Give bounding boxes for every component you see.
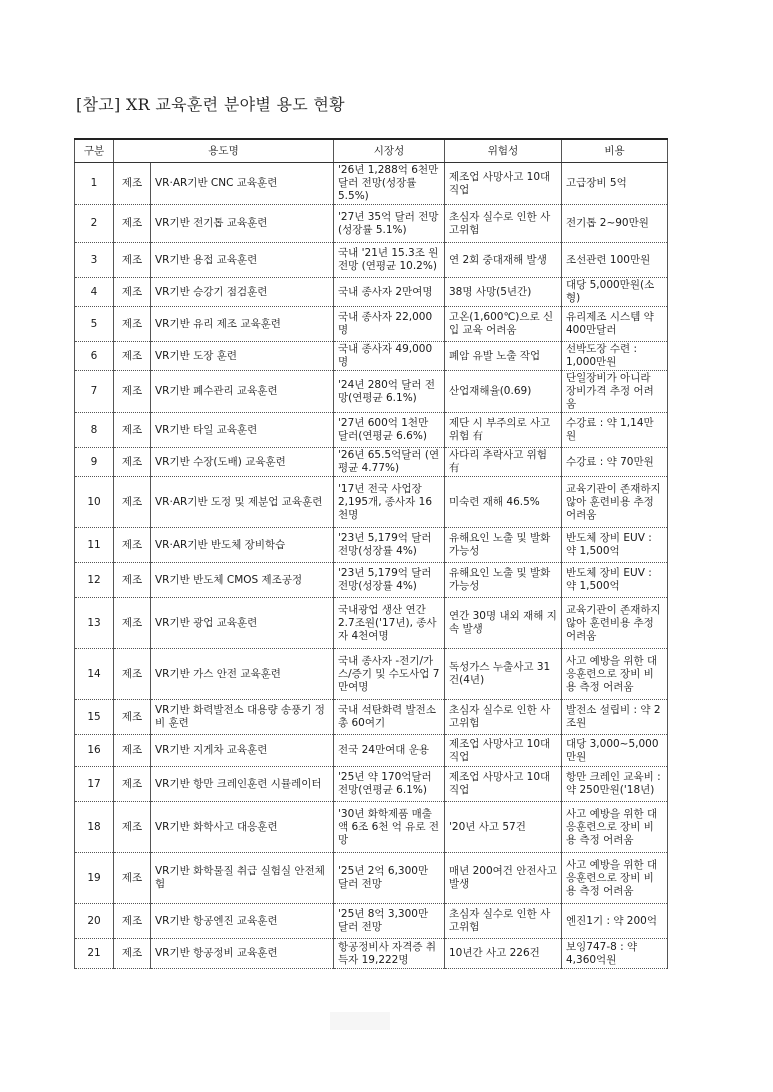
header-row <box>75 139 668 163</box>
row-market: '17년 전국 사업장 2,195개, 종사자 16천명 <box>334 477 445 528</box>
table-row <box>75 853 668 904</box>
row-usage-name: VR·AR기반 도정 및 제분업 교육훈련 <box>151 477 334 528</box>
row-market: '25년 약 170억달러 전망(연평균 6.1%) <box>334 767 445 802</box>
table-row <box>75 342 668 371</box>
row-number: 8 <box>75 413 114 448</box>
row-field: 제조 <box>114 598 151 649</box>
row-cost: 교육기관이 존재하지 않아 훈련비용 추정 어려움 <box>562 598 668 649</box>
row-cost: 발전소 설립비 : 약 2조원 <box>562 700 668 735</box>
row-market: '25년 8억 3,300만 달러 전망 <box>334 904 445 939</box>
table-row <box>75 904 668 939</box>
row-field: 제조 <box>114 477 151 528</box>
row-market: '27년 600억 1천만 달러(연평균 6.6%) <box>334 413 445 448</box>
row-cost: 수강료 : 약 70만원 <box>562 448 668 477</box>
row-field: 제조 <box>114 649 151 700</box>
row-risk: 초심자 실수로 인한 사고위험 <box>445 205 562 243</box>
row-market: 국내 '21년 15.3조 원 전망 (연평균 10.2%) <box>334 243 445 278</box>
row-risk: 독성가스 누출사고 31건(4년) <box>445 649 562 700</box>
row-cost: 교육기관이 존재하지 않아 훈련비용 추정 어려움 <box>562 477 668 528</box>
row-usage-name: VR기반 화학물질 취급 실험실 안전체험 <box>151 853 334 904</box>
row-field: 제조 <box>114 904 151 939</box>
row-number: 1 <box>75 163 114 205</box>
row-risk: 제단 시 부주의로 사고위험 有 <box>445 413 562 448</box>
row-number: 13 <box>75 598 114 649</box>
row-risk: 제조업 사망사고 10대 직업 <box>445 767 562 802</box>
row-usage-name: VR기반 반도체 CMOS 제조공정 <box>151 563 334 598</box>
row-number: 5 <box>75 307 114 342</box>
row-market: 국내광업 생산 연간 2.7조원('17년), 종사자 4천여명 <box>334 598 445 649</box>
row-market: '24년 280억 달러 전망(연평균 6.1%) <box>334 371 445 413</box>
row-number: 3 <box>75 243 114 278</box>
row-cost: 수강료 : 약 1,14만원 <box>562 413 668 448</box>
row-risk: 산업재해율(0.69) <box>445 371 562 413</box>
row-number: 2 <box>75 205 114 243</box>
header-gubun: 구분 <box>75 139 114 163</box>
row-market: '26년 65.5억달러 (연평균 4.77%) <box>334 448 445 477</box>
row-market: 국내 석탄화력 발전소 총 60여기 <box>334 700 445 735</box>
usage-table <box>74 138 668 969</box>
row-cost: 사고 예방을 위한 대응훈련으로 장비 비용 측정 어려움 <box>562 649 668 700</box>
row-cost: 대당 5,000만원(소형) <box>562 278 668 307</box>
table-row <box>75 448 668 477</box>
row-cost: 반도체 장비 EUV : 약 1,500억 <box>562 563 668 598</box>
row-risk: 연 2회 중대재해 발생 <box>445 243 562 278</box>
row-number: 20 <box>75 904 114 939</box>
row-cost: 선박도장 수련 : 1,000만원 <box>562 342 668 371</box>
row-cost: 사고 예방을 위한 대응훈련으로 장비 비용 측정 어려움 <box>562 802 668 853</box>
row-number: 12 <box>75 563 114 598</box>
row-usage-name: VR기반 전기톱 교육훈련 <box>151 205 334 243</box>
header-cost: 비용 <box>562 139 668 163</box>
row-risk: 제조업 사망사고 10대 직업 <box>445 735 562 767</box>
row-risk: 미숙련 재해 46.5% <box>445 477 562 528</box>
row-number: 11 <box>75 528 114 563</box>
row-number: 17 <box>75 767 114 802</box>
row-usage-name: VR기반 광업 교육훈련 <box>151 598 334 649</box>
row-cost: 유리제조 시스템 약 400만달러 <box>562 307 668 342</box>
table-row <box>75 205 668 243</box>
row-field: 제조 <box>114 342 151 371</box>
header-risk: 위험성 <box>445 139 562 163</box>
row-number: 18 <box>75 802 114 853</box>
row-risk: 매년 200여건 안전사고 발생 <box>445 853 562 904</box>
table-row <box>75 939 668 969</box>
row-cost: 전기톱 2~90만원 <box>562 205 668 243</box>
row-field: 제조 <box>114 735 151 767</box>
table-row <box>75 700 668 735</box>
row-usage-name: VR기반 가스 안전 교육훈련 <box>151 649 334 700</box>
page-title: [참고] XR 교육훈련 분야별 용도 현황 <box>76 95 345 114</box>
row-number: 15 <box>75 700 114 735</box>
row-market: 전국 24만여대 운용 <box>334 735 445 767</box>
row-field: 제조 <box>114 243 151 278</box>
row-field: 제조 <box>114 802 151 853</box>
row-number: 4 <box>75 278 114 307</box>
row-field: 제조 <box>114 371 151 413</box>
row-usage-name: VR기반 도장 훈련 <box>151 342 334 371</box>
row-market: '26년 1,288억 6천만 달러 전망(성장률 5.5%) <box>334 163 445 205</box>
table-row <box>75 413 668 448</box>
row-risk: 사다리 추락사고 위험 有 <box>445 448 562 477</box>
row-market: 국내 종사자 22,000명 <box>334 307 445 342</box>
table-body <box>75 163 668 969</box>
row-cost: 고급장비 5억 <box>562 163 668 205</box>
row-number: 21 <box>75 939 114 969</box>
table-row <box>75 563 668 598</box>
row-number: 16 <box>75 735 114 767</box>
row-usage-name: VR기반 유리 제조 교육훈련 <box>151 307 334 342</box>
row-cost: 대당 3,000~5,000만원 <box>562 735 668 767</box>
header-market: 시장성 <box>334 139 445 163</box>
row-number: 19 <box>75 853 114 904</box>
row-field: 제조 <box>114 448 151 477</box>
table-row <box>75 278 668 307</box>
row-cost: 반도체 장비 EUV : 약 1,500억 <box>562 528 668 563</box>
row-field: 제조 <box>114 307 151 342</box>
row-cost: 항만 크레인 교육비 : 약 250만원('18년) <box>562 767 668 802</box>
header-usage: 용도명 <box>114 139 334 163</box>
row-field: 제조 <box>114 413 151 448</box>
table-row <box>75 477 668 528</box>
row-field: 제조 <box>114 939 151 969</box>
table-row <box>75 735 668 767</box>
row-usage-name: VR기반 승강기 점검훈련 <box>151 278 334 307</box>
row-cost: 엔진1기 : 약 200억 <box>562 904 668 939</box>
row-usage-name: VR기반 항공엔진 교육훈련 <box>151 904 334 939</box>
row-market: '23년 5,179억 달러 전망(성장률 4%) <box>334 563 445 598</box>
row-market: '27년 35억 달러 전망(성장률 5.1%) <box>334 205 445 243</box>
table-row <box>75 528 668 563</box>
row-usage-name: VR기반 폐수관리 교육훈련 <box>151 371 334 413</box>
row-market: 국내 종사자 -전기/가스/증기 및 수도사업 7만여명 <box>334 649 445 700</box>
row-risk: '20년 사고 57건 <box>445 802 562 853</box>
row-risk: 초심자 실수로 인한 사고위험 <box>445 904 562 939</box>
row-number: 9 <box>75 448 114 477</box>
row-risk: 초심자 실수로 인한 사고위험 <box>445 700 562 735</box>
row-market: 항공정비사 자격증 취득자 19,222명 <box>334 939 445 969</box>
row-cost: 조선관련 100만원 <box>562 243 668 278</box>
table-row <box>75 163 668 205</box>
scan-smudge <box>330 1012 390 1030</box>
row-number: 6 <box>75 342 114 371</box>
table-row <box>75 307 668 342</box>
row-field: 제조 <box>114 700 151 735</box>
table-row <box>75 243 668 278</box>
row-risk: 연간 30명 내외 재해 지속 발생 <box>445 598 562 649</box>
row-field: 제조 <box>114 205 151 243</box>
row-number: 14 <box>75 649 114 700</box>
row-risk: 38명 사망(5년간) <box>445 278 562 307</box>
row-cost: 사고 예방을 위한 대응훈련으로 장비 비용 측정 어려움 <box>562 853 668 904</box>
table-row <box>75 767 668 802</box>
row-field: 제조 <box>114 853 151 904</box>
row-usage-name: VR·AR기반 반도체 장비학습 <box>151 528 334 563</box>
row-usage-name: VR기반 지게차 교육훈련 <box>151 735 334 767</box>
row-risk: 제조업 사망사고 10대 직업 <box>445 163 562 205</box>
row-market: '23년 5,179억 달러 전망(성장률 4%) <box>334 528 445 563</box>
row-risk: 유해요인 노출 및 발화 가능성 <box>445 528 562 563</box>
table-row <box>75 802 668 853</box>
row-field: 제조 <box>114 767 151 802</box>
row-field: 제조 <box>114 278 151 307</box>
row-usage-name: VR기반 수장(도배) 교육훈련 <box>151 448 334 477</box>
table-row <box>75 649 668 700</box>
row-usage-name: VR기반 항만 크레인훈련 시뮬레이터 <box>151 767 334 802</box>
row-risk: 폐암 유발 노출 작업 <box>445 342 562 371</box>
row-field: 제조 <box>114 563 151 598</box>
row-field: 제조 <box>114 528 151 563</box>
row-risk: 10년간 사고 226건 <box>445 939 562 969</box>
row-usage-name: VR·AR기반 CNC 교육훈련 <box>151 163 334 205</box>
row-risk: 고온(1,600℃)으로 신입 교육 어려움 <box>445 307 562 342</box>
row-number: 10 <box>75 477 114 528</box>
row-usage-name: VR기반 화력발전소 대용량 송풍기 정비 훈련 <box>151 700 334 735</box>
table-row <box>75 371 668 413</box>
row-market: 국내 종사자 49,000명 <box>334 342 445 371</box>
row-usage-name: VR기반 항공정비 교육훈련 <box>151 939 334 969</box>
row-cost: 보잉747-8 : 약 4,360억원 <box>562 939 668 969</box>
row-field: 제조 <box>114 163 151 205</box>
row-number: 7 <box>75 371 114 413</box>
table-row <box>75 598 668 649</box>
row-market: '25년 2억 6,300만 달러 전망 <box>334 853 445 904</box>
row-usage-name: VR기반 용접 교육훈련 <box>151 243 334 278</box>
row-market: '30년 화학제품 매출액 6조 6천 억 유로 전망 <box>334 802 445 853</box>
row-usage-name: VR기반 화학사고 대응훈련 <box>151 802 334 853</box>
row-usage-name: VR기반 타일 교육훈련 <box>151 413 334 448</box>
row-market: 국내 종사자 2만여명 <box>334 278 445 307</box>
row-risk: 유해요인 노출 및 발화 가능성 <box>445 563 562 598</box>
row-cost: 단일장비가 아니라 장비가격 추정 어려움 <box>562 371 668 413</box>
